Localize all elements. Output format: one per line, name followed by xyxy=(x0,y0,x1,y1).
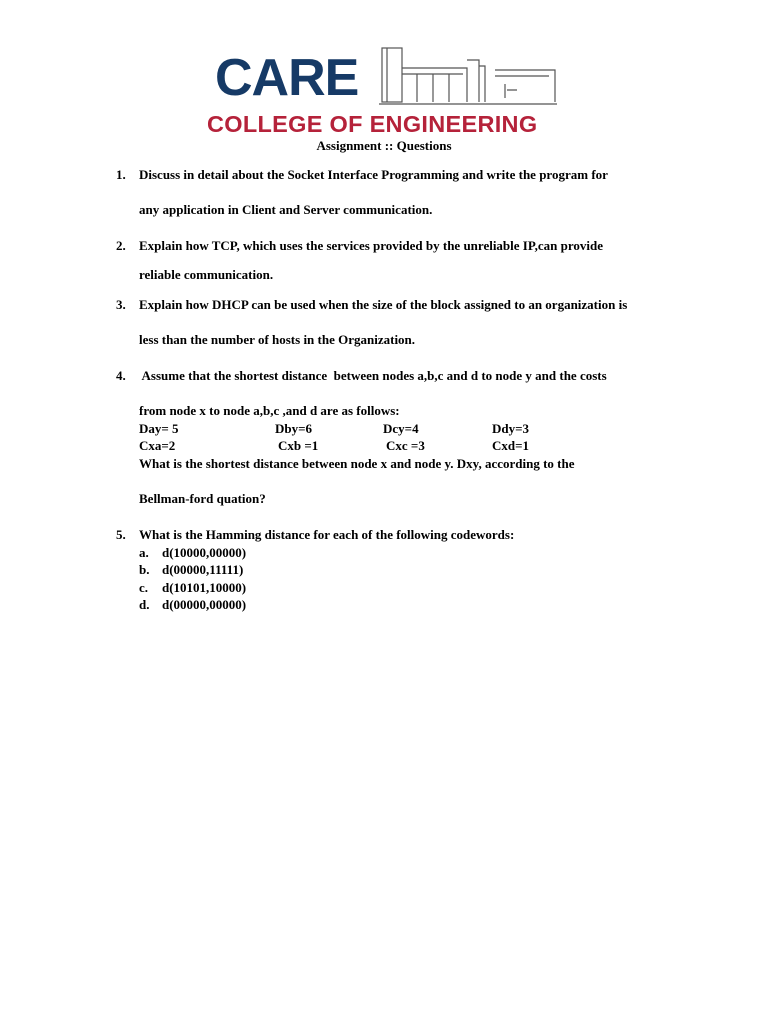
question-text: What is the shortest distance between node x and node y. Dxy, according to the xyxy=(139,456,575,471)
sub-item-label: b. xyxy=(139,562,150,577)
sub-item-label: d. xyxy=(139,597,150,612)
distance-value: Ddy=3 xyxy=(492,421,530,436)
question-number: 2. xyxy=(116,238,126,253)
question-number: 1. xyxy=(116,167,126,182)
question-text: less than the number of hosts in the Organization. xyxy=(139,332,416,347)
logo-subtitle: COLLEGE OF ENGINEERING xyxy=(207,111,538,137)
building-icon xyxy=(377,44,559,108)
distance-value: Dby=6 xyxy=(275,421,313,436)
sub-item-label: c. xyxy=(139,580,149,595)
question-text: What is the Hamming distance for each of the following codewords: xyxy=(139,527,515,542)
sub-item-text: d(00000,00000) xyxy=(162,597,247,612)
question-text: Explain how TCP, which uses the services provided by the unreliable IP,can provide xyxy=(139,238,603,253)
sub-item-text: d(00000,11111) xyxy=(162,562,244,577)
sub-item-text: d(10101,10000) xyxy=(162,580,247,595)
question-text: any application in Client and Server communication. xyxy=(139,202,433,217)
cost-value: Cxd=1 xyxy=(492,438,530,453)
distance-value: Dcy=4 xyxy=(383,421,419,436)
question-number: 5. xyxy=(116,527,126,542)
cost-value: Cxa=2 xyxy=(139,438,176,453)
question-text: reliable communication. xyxy=(139,267,274,282)
question-number: 3. xyxy=(116,297,126,312)
logo-word: CARE xyxy=(215,49,359,107)
college-logo xyxy=(207,44,563,140)
question-text: Explain how DHCP can be used when the size of the block assigned to an organization is xyxy=(139,297,628,312)
sub-item-text: d(10000,00000) xyxy=(162,545,247,560)
cost-value: Cxc =3 xyxy=(386,438,425,453)
question-text: Bellman-ford quation? xyxy=(139,491,266,506)
question-text: from node x to node a,b,c ,and d are as follows: xyxy=(139,403,400,418)
question-text: Discuss in detail about the Socket Interface Programming and write the program for xyxy=(139,167,608,182)
question-number: 4. xyxy=(116,368,126,383)
cost-value: Cxb =1 xyxy=(278,438,319,453)
distance-value: Day= 5 xyxy=(139,421,179,436)
question-text: Assume that the shortest distance between nodes a,b,c and d to node y and the costs xyxy=(139,368,607,383)
sub-item-label: a. xyxy=(139,545,149,560)
page-title: Assignment :: Questions xyxy=(316,138,452,153)
